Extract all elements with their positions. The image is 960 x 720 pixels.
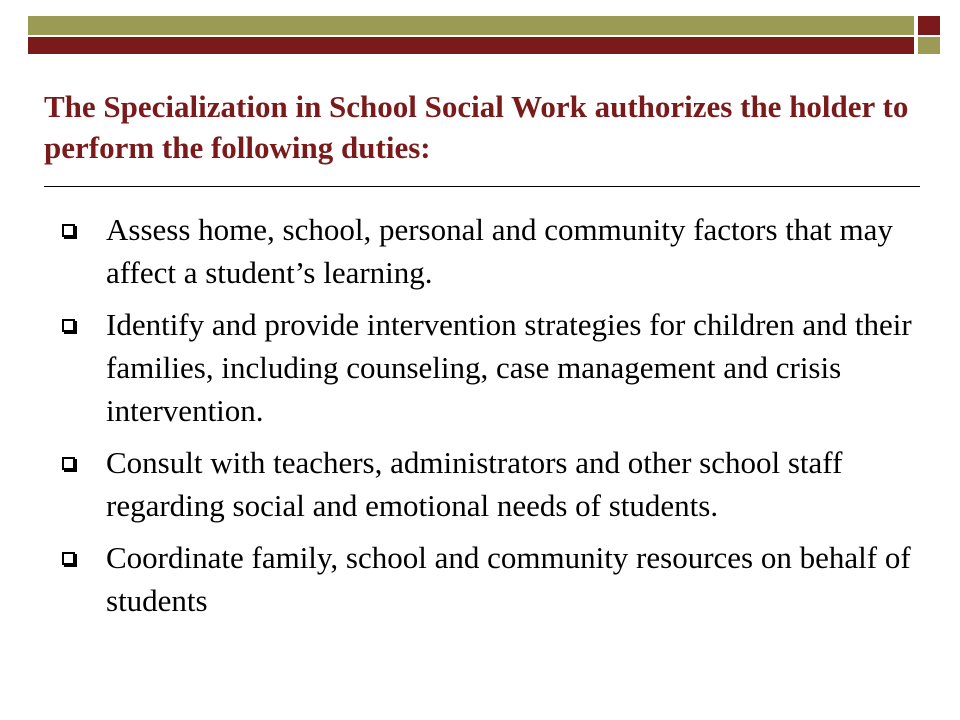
list-item-text: Consult with teachers, administrators and other school staff regarding social and emotional needs of students. bbox=[106, 445, 843, 523]
hollow-square-bullet-icon bbox=[62, 319, 75, 332]
header-banner-vertical-separator bbox=[914, 16, 918, 54]
header-corner-olive-block bbox=[918, 36, 940, 54]
list-item bbox=[62, 441, 922, 527]
header-banner-maroon-bar bbox=[28, 36, 914, 54]
header-corner-maroon-block bbox=[918, 16, 940, 36]
list-item-text: Assess home, school, personal and community factors that may affect a student’s learning. bbox=[106, 212, 893, 290]
header-banner-separator bbox=[28, 35, 940, 37]
list-item bbox=[62, 536, 922, 622]
hollow-square-bullet-icon bbox=[62, 457, 75, 470]
title-divider bbox=[44, 186, 920, 187]
list-item bbox=[62, 303, 922, 432]
list-item-text: Identify and provide intervention strategies for children and their families, including counseling, case management and crisis intervention. bbox=[106, 307, 912, 428]
list-item bbox=[62, 208, 922, 294]
header-banner-olive-bar bbox=[28, 16, 914, 36]
slide-title: The Specialization in School Social Work authorizes the holder to perform the following duties: bbox=[44, 89, 909, 165]
list-item-text: Coordinate family, school and community resources on behalf of students bbox=[106, 540, 911, 618]
hollow-square-bullet-icon bbox=[62, 552, 75, 565]
hollow-square-bullet-icon bbox=[62, 224, 75, 237]
duties-list bbox=[62, 208, 922, 631]
